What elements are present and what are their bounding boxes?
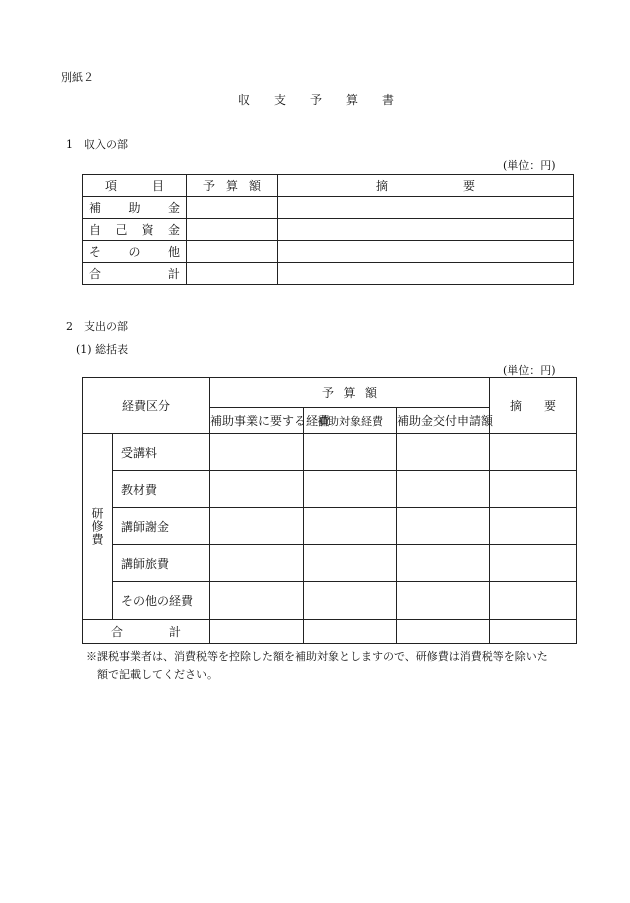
- budget-cell[interactable]: [187, 263, 278, 285]
- amount-cell[interactable]: [210, 620, 304, 644]
- amount-cell[interactable]: [210, 508, 304, 545]
- income-row-other: [83, 241, 574, 263]
- expense-header-row-1: [83, 378, 577, 408]
- group-label: 研修費: [90, 507, 104, 546]
- amount-cell[interactable]: [397, 471, 490, 508]
- income-header-row: [83, 175, 574, 197]
- remarks-cell[interactable]: [490, 582, 577, 620]
- label-char: 金: [167, 223, 180, 237]
- label-char: 合: [89, 267, 102, 281]
- label-char: 助: [128, 201, 141, 215]
- income-unit: (単位：円): [503, 159, 556, 172]
- amount-cell[interactable]: [397, 434, 490, 471]
- title-char: 支: [273, 93, 286, 107]
- expense-row: [83, 508, 577, 545]
- header-char: 額: [248, 179, 261, 193]
- label-char: そ: [89, 245, 102, 259]
- attachment-label: 別紙２: [61, 71, 94, 84]
- income-heading: 1 収入の部: [66, 138, 128, 151]
- total-label: [83, 620, 210, 644]
- amount-cell[interactable]: [397, 582, 490, 620]
- remarks-cell[interactable]: [278, 219, 574, 241]
- expense-row: [83, 545, 577, 582]
- remarks-cell[interactable]: [278, 197, 574, 219]
- expense-unit: (単位：円): [503, 364, 556, 377]
- label-char: 金: [167, 201, 180, 215]
- budget-cell[interactable]: [187, 197, 278, 219]
- header-char: 目: [151, 179, 164, 193]
- note-line-1: ※課税事業者は、消費税等を控除した額を補助対象としますので、研修費は消費税等を除いた: [86, 650, 548, 663]
- amount-cell[interactable]: [304, 620, 397, 644]
- item-label: 講師旅費: [113, 545, 210, 582]
- label-char: の: [128, 245, 141, 259]
- budget-cell[interactable]: [187, 219, 278, 241]
- row-label: [83, 219, 187, 241]
- remarks-cell[interactable]: [490, 434, 577, 471]
- label-char: 己: [115, 223, 128, 237]
- row-label: [83, 197, 187, 219]
- item-label: 受講料: [113, 434, 210, 471]
- header-eligible-cost: 補助対象経費: [304, 408, 397, 434]
- label-char: 補: [89, 201, 102, 215]
- amount-cell[interactable]: [304, 508, 397, 545]
- header-total-cost: 補助事業に要する経費: [210, 408, 304, 434]
- header-applied-amount: 補助金交付申請額: [397, 408, 490, 434]
- expense-row: [83, 434, 577, 471]
- item-label: その他の経費: [113, 582, 210, 620]
- header-char: 要: [544, 399, 557, 413]
- header-remarks: [490, 378, 577, 434]
- income-row-own-funds: [83, 219, 574, 241]
- expense-subheading: (1) 総括表: [76, 343, 129, 356]
- amount-cell[interactable]: [397, 620, 490, 644]
- group-label-cell: [83, 434, 113, 620]
- header-char: 予: [203, 179, 216, 193]
- expense-row: [83, 471, 577, 508]
- header-char: 要: [462, 179, 475, 193]
- amount-cell[interactable]: [210, 545, 304, 582]
- amount-cell[interactable]: [304, 582, 397, 620]
- row-label: [83, 241, 187, 263]
- label-char: 他: [167, 245, 180, 259]
- header-char: 予: [322, 386, 335, 400]
- row-label: [83, 263, 187, 285]
- title-char: 書: [381, 93, 394, 107]
- header-char: 摘: [510, 399, 523, 413]
- header-budget: [187, 175, 278, 197]
- total-char: 合: [111, 625, 124, 639]
- header-char: 摘: [376, 179, 389, 193]
- expense-heading: 2 支出の部: [66, 320, 128, 333]
- remarks-cell[interactable]: [490, 620, 577, 644]
- total-char: 計: [169, 625, 182, 639]
- remarks-cell[interactable]: [278, 241, 574, 263]
- remarks-cell[interactable]: [278, 263, 574, 285]
- label-char: 資: [141, 223, 154, 237]
- header-remarks: [278, 175, 574, 197]
- title-char: 収: [238, 93, 251, 107]
- item-label: 講師謝金: [113, 508, 210, 545]
- amount-cell[interactable]: [397, 508, 490, 545]
- amount-cell[interactable]: [304, 545, 397, 582]
- title-char: 算: [345, 93, 358, 107]
- income-row-subsidy: [83, 197, 574, 219]
- document-title: [238, 91, 394, 108]
- label-char: 自: [89, 223, 102, 237]
- amount-cell[interactable]: [210, 471, 304, 508]
- header-char: 額: [364, 386, 377, 400]
- amount-cell[interactable]: [304, 434, 397, 471]
- header-char: 項: [105, 179, 118, 193]
- expense-table: [82, 377, 577, 644]
- expense-row: [83, 582, 577, 620]
- header-category: 経費区分: [83, 378, 210, 434]
- header-budget: [210, 378, 490, 408]
- header-char: 算: [343, 386, 356, 400]
- header-item: [83, 175, 187, 197]
- amount-cell[interactable]: [210, 582, 304, 620]
- amount-cell[interactable]: [304, 471, 397, 508]
- label-char: 計: [167, 267, 180, 281]
- budget-cell[interactable]: [187, 241, 278, 263]
- title-char: 予: [309, 93, 322, 107]
- remarks-cell[interactable]: [490, 545, 577, 582]
- remarks-cell[interactable]: [490, 471, 577, 508]
- expense-total-row: [83, 620, 577, 644]
- note-line-2: 額で記載してください。: [97, 668, 218, 681]
- income-row-total: [83, 263, 574, 285]
- header-char: 算: [225, 179, 238, 193]
- item-label: 教材費: [113, 471, 210, 508]
- amount-cell[interactable]: [210, 434, 304, 471]
- remarks-cell[interactable]: [490, 508, 577, 545]
- income-table: [82, 174, 574, 285]
- amount-cell[interactable]: [397, 545, 490, 582]
